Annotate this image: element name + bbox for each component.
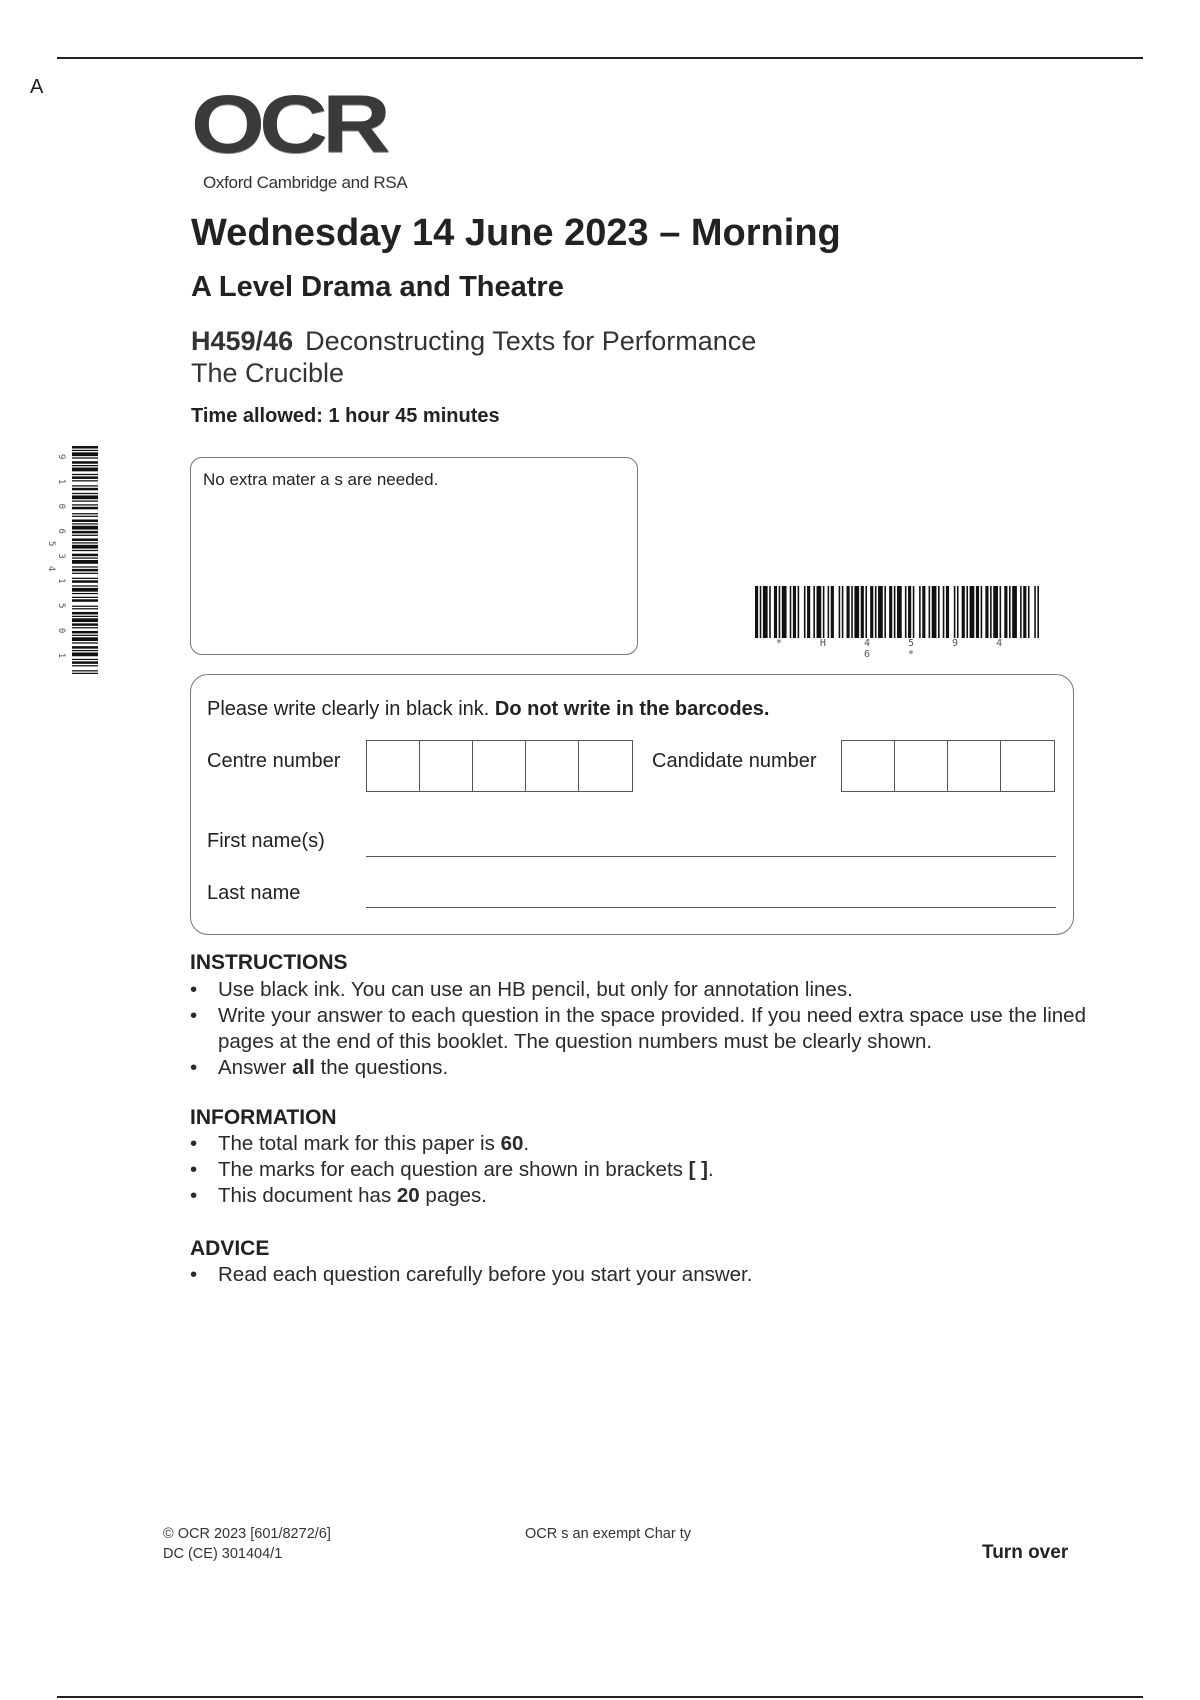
barcode-bar — [878, 586, 883, 638]
barcode-bar — [72, 557, 98, 558]
barcode-bar — [72, 513, 98, 514]
barcode-bar — [72, 659, 98, 660]
barcode-bar — [954, 586, 956, 638]
paper-code: H459/46 — [191, 326, 294, 356]
materials-box — [190, 457, 638, 655]
barcode-bar — [72, 560, 98, 564]
top-rule — [57, 57, 1143, 59]
barcode-bar — [763, 586, 768, 638]
barcode-bar — [72, 550, 98, 551]
barcode-bar — [72, 635, 98, 636]
last-name-field[interactable] — [366, 907, 1056, 908]
barcode-bar — [72, 627, 98, 628]
barcode-bar — [72, 495, 98, 499]
barcode-bar — [798, 586, 800, 638]
barcode-bar — [993, 586, 998, 638]
barcode-bar — [1000, 586, 1002, 638]
barcode-bar — [72, 599, 98, 602]
first-name-field[interactable] — [366, 856, 1056, 857]
barcode-bar — [861, 586, 864, 638]
barcode-bar — [72, 578, 98, 579]
barcode-bar — [1009, 586, 1011, 638]
candidate-details-box — [190, 674, 1074, 935]
barcode-bar — [913, 586, 915, 638]
barcode-bar — [72, 545, 98, 549]
list-item: • Use black ink. You can use an HB pencil, but only for annotation lines. — [190, 977, 1090, 1003]
candidate-number-label: Candidate number — [652, 750, 817, 772]
side-barcode-bars — [72, 446, 98, 674]
information-list — [190, 1131, 1090, 1209]
list-item — [190, 1055, 1090, 1081]
barcode-bar — [72, 588, 98, 592]
total-value: 60 — [500, 1132, 524, 1155]
barcode-bar — [905, 586, 907, 638]
barcode-bar — [72, 500, 98, 501]
barcode-bar — [854, 586, 859, 638]
barcode-bar — [72, 446, 98, 449]
barcode-bar — [72, 493, 98, 494]
barcode-bar — [1023, 586, 1026, 638]
barcode-bar — [976, 586, 979, 638]
barcode-bar — [72, 661, 98, 664]
barcode-bar — [72, 573, 98, 574]
page-letter: A — [30, 76, 44, 98]
exam-date: Wednesday 14 June 2023 – Morning — [191, 212, 841, 254]
paper-title: Deconstructing Texts for Performance — [305, 326, 757, 356]
barcode-bar — [72, 618, 98, 622]
barcode-bar — [929, 586, 931, 638]
bottom-rule — [57, 1696, 1143, 1698]
advice-heading: ADVICE — [190, 1237, 270, 1260]
barcode-bar — [774, 586, 777, 638]
time-allowed: Time allowed: 1 hour 45 minutes — [191, 405, 500, 427]
barcode-bar — [72, 542, 98, 543]
barcode-bar — [72, 580, 98, 583]
barcode-bar — [72, 538, 98, 541]
barcode-bar — [981, 586, 983, 638]
write-note-plain: Please write clearly in black ink. — [207, 698, 490, 720]
barcode-bar — [72, 673, 98, 674]
barcode-bar — [72, 593, 98, 594]
barcode-bar — [884, 586, 886, 638]
answer-pre: Answer — [218, 1056, 287, 1079]
pages-post: pages. — [425, 1184, 487, 1207]
list-item — [190, 1131, 1090, 1157]
barcode-bar — [1028, 586, 1030, 638]
ocr-logo: OCR — [191, 79, 385, 170]
barcode-bar — [72, 507, 98, 510]
barcode-bar — [72, 646, 98, 649]
candidate-digit-box[interactable] — [1001, 741, 1054, 791]
barcode-bar — [72, 485, 98, 486]
main-barcode-bars — [755, 586, 1039, 638]
barcode-bar — [72, 597, 98, 598]
barcode-bar — [932, 586, 937, 638]
marks-brackets: [ ] — [688, 1158, 708, 1181]
write-clearly-note — [207, 698, 769, 721]
barcode-bar — [72, 665, 98, 666]
instructions-list — [190, 977, 1090, 1081]
barcode-bar — [72, 606, 98, 607]
barcode-bar — [72, 488, 98, 491]
barcode-bar — [1012, 586, 1017, 638]
barcode-bar — [828, 586, 830, 638]
barcode-bar — [938, 586, 940, 638]
barcode-bar — [1020, 586, 1022, 638]
information-heading: INFORMATION — [190, 1106, 337, 1129]
barcode-bar — [72, 608, 98, 609]
barcode-bar — [990, 586, 992, 638]
barcode-bar — [72, 516, 98, 517]
side-barcode — [46, 446, 98, 674]
total-post: . — [523, 1132, 530, 1155]
turn-over: Turn over — [982, 1542, 1069, 1563]
list-item: • Read each question carefully before you start your answer. — [190, 1262, 1090, 1288]
centre-digit-box[interactable] — [473, 741, 526, 791]
barcode-bar — [72, 569, 98, 572]
barcode-bar — [72, 652, 98, 656]
candidate-digit-box[interactable] — [895, 741, 948, 791]
barcode-bar — [72, 566, 98, 567]
barcode-bar — [72, 535, 98, 536]
main-barcode — [755, 586, 1039, 660]
centre-number-boxes[interactable] — [366, 740, 633, 792]
first-name-label: First name(s) — [207, 830, 325, 852]
total-pre: The total mark for this paper is — [218, 1132, 495, 1155]
barcode-bar — [72, 554, 98, 557]
list-item — [190, 1183, 1090, 1209]
barcode-bar — [839, 586, 841, 638]
barcode-bar — [943, 586, 945, 638]
barcode-bar — [72, 526, 98, 530]
barcode-bar — [870, 586, 873, 638]
centre-digit-box[interactable] — [420, 741, 473, 791]
barcode-bar — [72, 642, 98, 643]
barcode-bar — [1037, 586, 1039, 638]
barcode-bar — [72, 670, 98, 671]
barcode-bar — [790, 586, 792, 638]
barcode-bar — [793, 586, 796, 638]
centre-digit-box[interactable] — [526, 741, 579, 791]
barcode-bar — [807, 586, 810, 638]
barcode-bar — [72, 450, 98, 451]
barcode-bar — [72, 461, 98, 464]
barcode-bar — [72, 637, 98, 641]
paper-line — [191, 326, 756, 357]
barcode-bar — [908, 586, 911, 638]
barcode-bar — [755, 586, 758, 638]
candidate-number-boxes[interactable] — [841, 740, 1055, 792]
answer-bold: all — [292, 1056, 315, 1079]
barcode-bar — [72, 650, 98, 651]
barcode-bar — [72, 468, 98, 472]
barcode-bar — [769, 586, 771, 638]
barcode-bar — [970, 586, 975, 638]
barcode-bar — [875, 586, 877, 638]
barcode-bar — [72, 523, 98, 524]
barcode-bar — [72, 612, 98, 615]
barcode-bar — [922, 586, 925, 638]
centre-number-label: Centre number — [207, 750, 341, 772]
advice-list — [190, 1262, 1090, 1288]
barcode-bar — [72, 585, 98, 586]
materials-text: No extra mater a s are needed. — [203, 470, 439, 489]
barcode-bar — [817, 586, 822, 638]
marks-post: . — [707, 1158, 714, 1181]
charity-note: OCR s an exempt Char ty — [525, 1526, 691, 1542]
barcode-bar — [72, 504, 98, 505]
barcode-bar — [760, 586, 762, 638]
set-text: The Crucible — [191, 358, 345, 388]
barcode-bar — [804, 586, 806, 638]
barcode-bar — [72, 519, 98, 522]
barcode-bar — [1004, 586, 1007, 638]
barcode-bar — [897, 586, 902, 638]
barcode-bar — [779, 586, 781, 638]
ocr-logo-subtitle: Oxford Cambridge and RSA — [203, 173, 408, 192]
barcode-bar — [957, 586, 959, 638]
barcode-bar — [966, 586, 968, 638]
instructions-heading: INSTRUCTIONS — [190, 951, 348, 974]
pages-value: 20 — [396, 1184, 420, 1207]
barcode-bar — [72, 631, 98, 634]
subject-title: A Level Drama and Theatre — [191, 271, 564, 303]
barcode-bar — [847, 586, 850, 638]
barcode-bar — [1034, 586, 1036, 638]
candidate-digit-box[interactable] — [948, 741, 1001, 791]
barcode-bar — [782, 586, 787, 638]
barcode-bar — [889, 586, 892, 638]
side-barcode-digits: 9 1 0 6 3 1 5 0 1 5 4 — [46, 454, 66, 666]
barcode-bar — [831, 586, 834, 638]
barcode-bar — [842, 586, 844, 638]
list-item: • Write your answer to each question in the space provided. If you need extra space use the lined pages at the end of this booklet. The question numbers must be clearly shown. — [190, 1003, 1090, 1055]
list-item — [190, 1157, 1090, 1183]
barcode-bar — [72, 616, 98, 617]
barcode-bar — [946, 586, 949, 638]
centre-digit-box[interactable] — [367, 741, 420, 791]
barcode-bar — [919, 586, 921, 638]
pages-pre: This document has — [218, 1184, 392, 1207]
barcode-bar — [962, 586, 965, 638]
barcode-bar — [72, 531, 98, 534]
dc-code: DC (CE) 301404/1 — [163, 1546, 283, 1562]
barcode-bar — [72, 476, 98, 479]
answer-post: the questions. — [320, 1056, 449, 1079]
copyright-line: © OCR 2023 [601/8272/6] — [163, 1526, 331, 1542]
barcode-bar — [865, 586, 867, 638]
barcode-bar — [72, 452, 98, 456]
last-name-label: Last name — [207, 882, 301, 904]
barcode-bar — [985, 586, 988, 638]
barcode-bar — [851, 586, 853, 638]
barcode-bar — [823, 586, 825, 638]
centre-digit-box[interactable] — [579, 741, 632, 791]
barcode-bar — [72, 474, 98, 475]
barcode-bar — [894, 586, 896, 638]
barcode-bar — [813, 586, 815, 638]
barcode-bar — [72, 465, 98, 466]
write-note-bold: Do not write in the barcodes. — [494, 698, 770, 720]
marks-pre: The marks for each question are shown in brackets — [218, 1158, 683, 1181]
barcode-bar — [72, 480, 98, 481]
barcode-bar — [72, 457, 98, 458]
main-barcode-digits: * H 4 5 9 4 6 * — [775, 638, 1019, 660]
barcode-bar — [72, 623, 98, 626]
candidate-digit-box[interactable] — [842, 741, 895, 791]
